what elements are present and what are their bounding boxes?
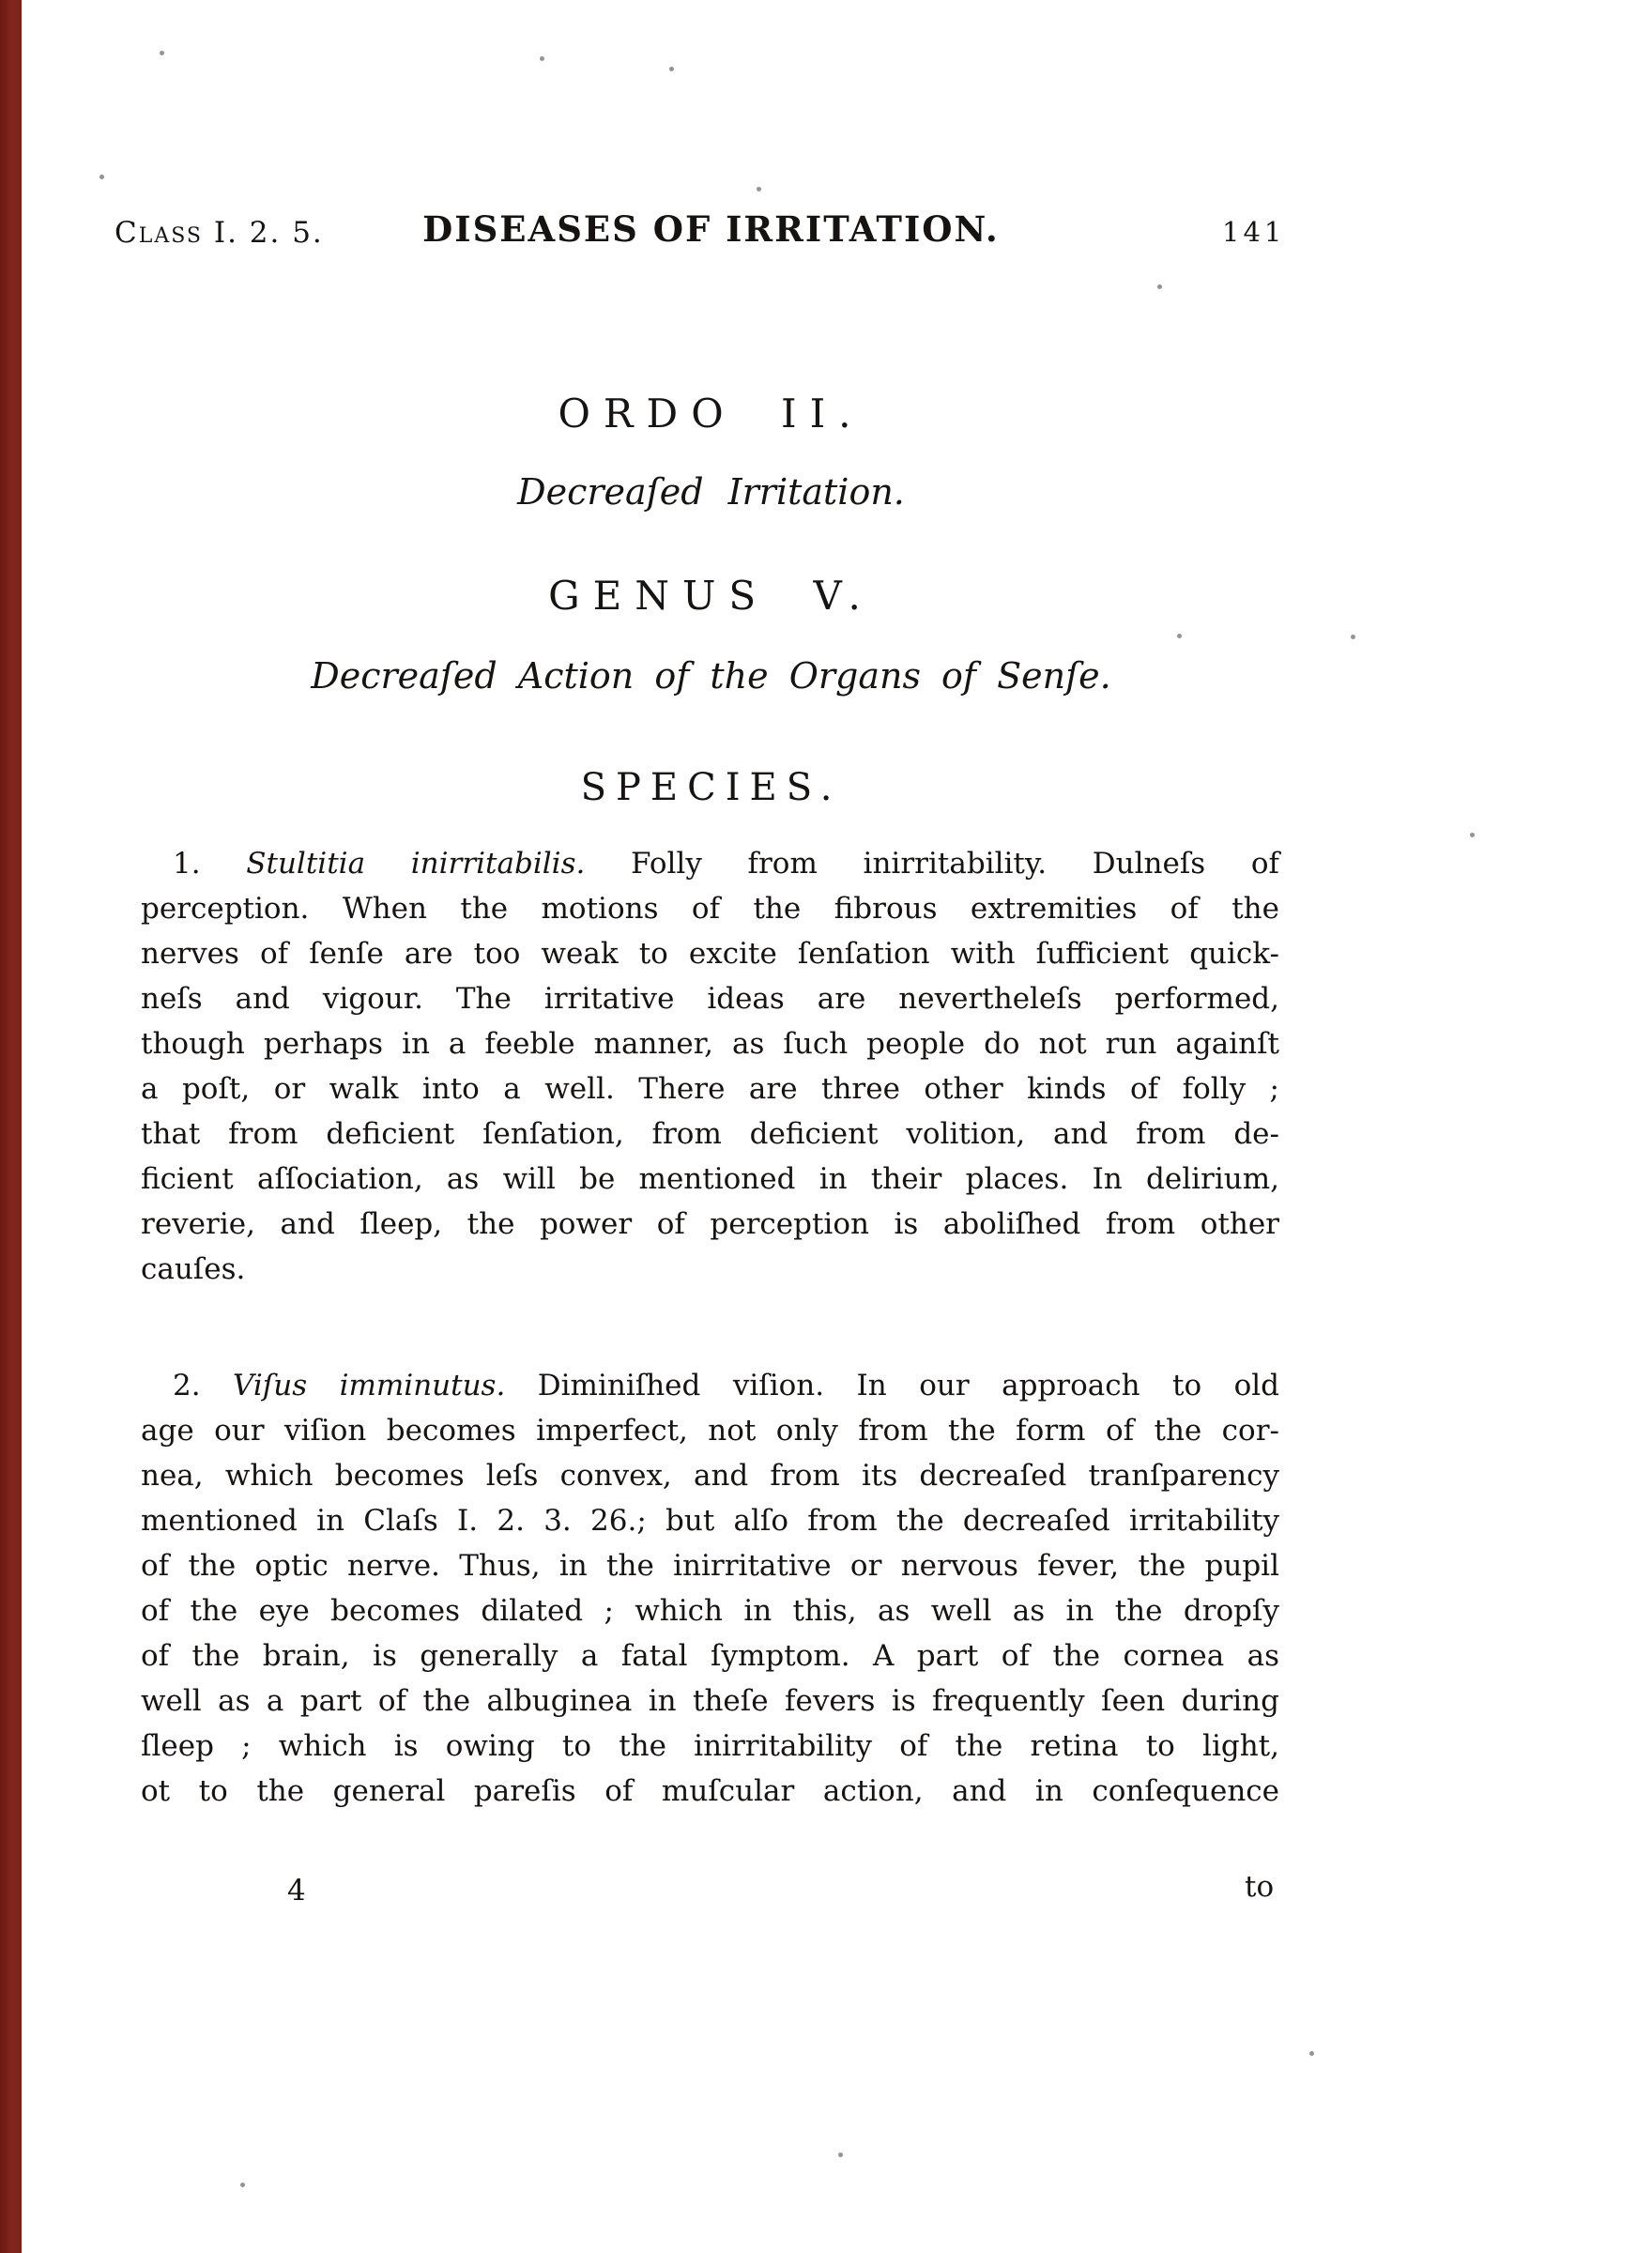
scan-speck [160, 51, 164, 55]
species-number: 1. [173, 847, 201, 881]
scan-speck [540, 56, 544, 61]
genus-subtitle: Decreaſed Action of the Organs of Senſe. [311, 655, 1111, 697]
text-line: well as a part of the albuginea in theſe fevers is frequently ſeen during [141, 1684, 1279, 1718]
text-line: ot to the general pareſis of muſcular action, and in conſequence [141, 1774, 1279, 1808]
text-line-fragment: Folly from inirritability. Dulneſs of [631, 847, 1280, 881]
scan-speck [757, 187, 761, 192]
species-latin-name: Viſus imminutus. [233, 1369, 506, 1402]
text-line: of the optic nerve. Thus, in the inirritative or nervous fever, the pupil [141, 1549, 1279, 1583]
ordo-heading: ORDO II. [558, 391, 864, 437]
catchword: to [1245, 1870, 1275, 1904]
text-line [141, 841, 1279, 886]
text-line: reverie, and ſleep, the power of perception is aboliſhed from other [141, 1207, 1279, 1241]
text-line: a poſt, or walk into a well. There are three other kinds of folly ; [141, 1072, 1279, 1106]
text-line-fragment: Diminiſhed viſion. In our approach to old [537, 1369, 1279, 1402]
text-line: perception. When the motions of the fibrous extremities of the [141, 892, 1279, 926]
scan-speck [1470, 833, 1475, 837]
paragraph-species-2 [141, 1363, 1279, 1814]
text-line: age our viſion becomes imperfect, not only from the form of the cor- [141, 1414, 1279, 1448]
running-head-class-label: Class I. 2. 5. [115, 216, 324, 250]
text-line: nea, which becomes leſs convex, and from its decreaſed tranſparency [141, 1459, 1279, 1493]
page-number: 141 [1222, 216, 1286, 248]
text-line [141, 1363, 1279, 1408]
text-line: mentioned in Claſs I. 2. 3. 26.; but alſo from the decreaſed irritability [141, 1504, 1279, 1538]
scan-speck [669, 67, 674, 71]
scan-speck [240, 2183, 245, 2187]
scan-speck [1351, 635, 1355, 639]
species-heading: SPECIES. [580, 766, 842, 809]
paragraph-species-1 [141, 841, 1279, 1292]
scan-speck [1177, 634, 1182, 638]
text-line: nerves of ſenſe are too weak to excite ſenſation with ſufficient quick- [141, 937, 1279, 971]
running-head-title: DISEASES OF IRRITATION. [422, 208, 1000, 250]
text-line: ſleep ; which is owing to the inirritability of the retina to light, [141, 1729, 1279, 1763]
text-line: that from deficient ſenſation, from deficient volition, and from de- [141, 1117, 1279, 1151]
text-line: though perhaps in a feeble manner, as ſuch people do not run againſt [141, 1027, 1279, 1061]
text-line: cauſes. [141, 1252, 246, 1286]
text-line: ficient aſſociation, as will be mentioned in their places. In delirium, [141, 1162, 1279, 1196]
scan-speck [1157, 284, 1162, 289]
signature-mark: 4 [287, 1874, 306, 1908]
scan-speck [99, 175, 104, 179]
text-line: of the brain, is generally a fatal ſymptom. A part of the cornea as [141, 1639, 1279, 1673]
ordo-subtitle: Decreaſed Irritation. [517, 471, 905, 513]
species-latin-name: Stultitia inirritabilis. [246, 847, 586, 881]
genus-heading: GENUS V. [548, 573, 874, 619]
text-line: neſs and vigour. The irritative ideas are nevertheleſs performed, [141, 982, 1279, 1016]
species-number: 2. [173, 1369, 201, 1402]
binding-edge-band [0, 0, 22, 2253]
text-line: of the eye becomes dilated ; which in this, as well as in the dropſy [141, 1594, 1279, 1628]
scan-speck [838, 2153, 843, 2157]
scan-speck [1309, 2051, 1314, 2056]
